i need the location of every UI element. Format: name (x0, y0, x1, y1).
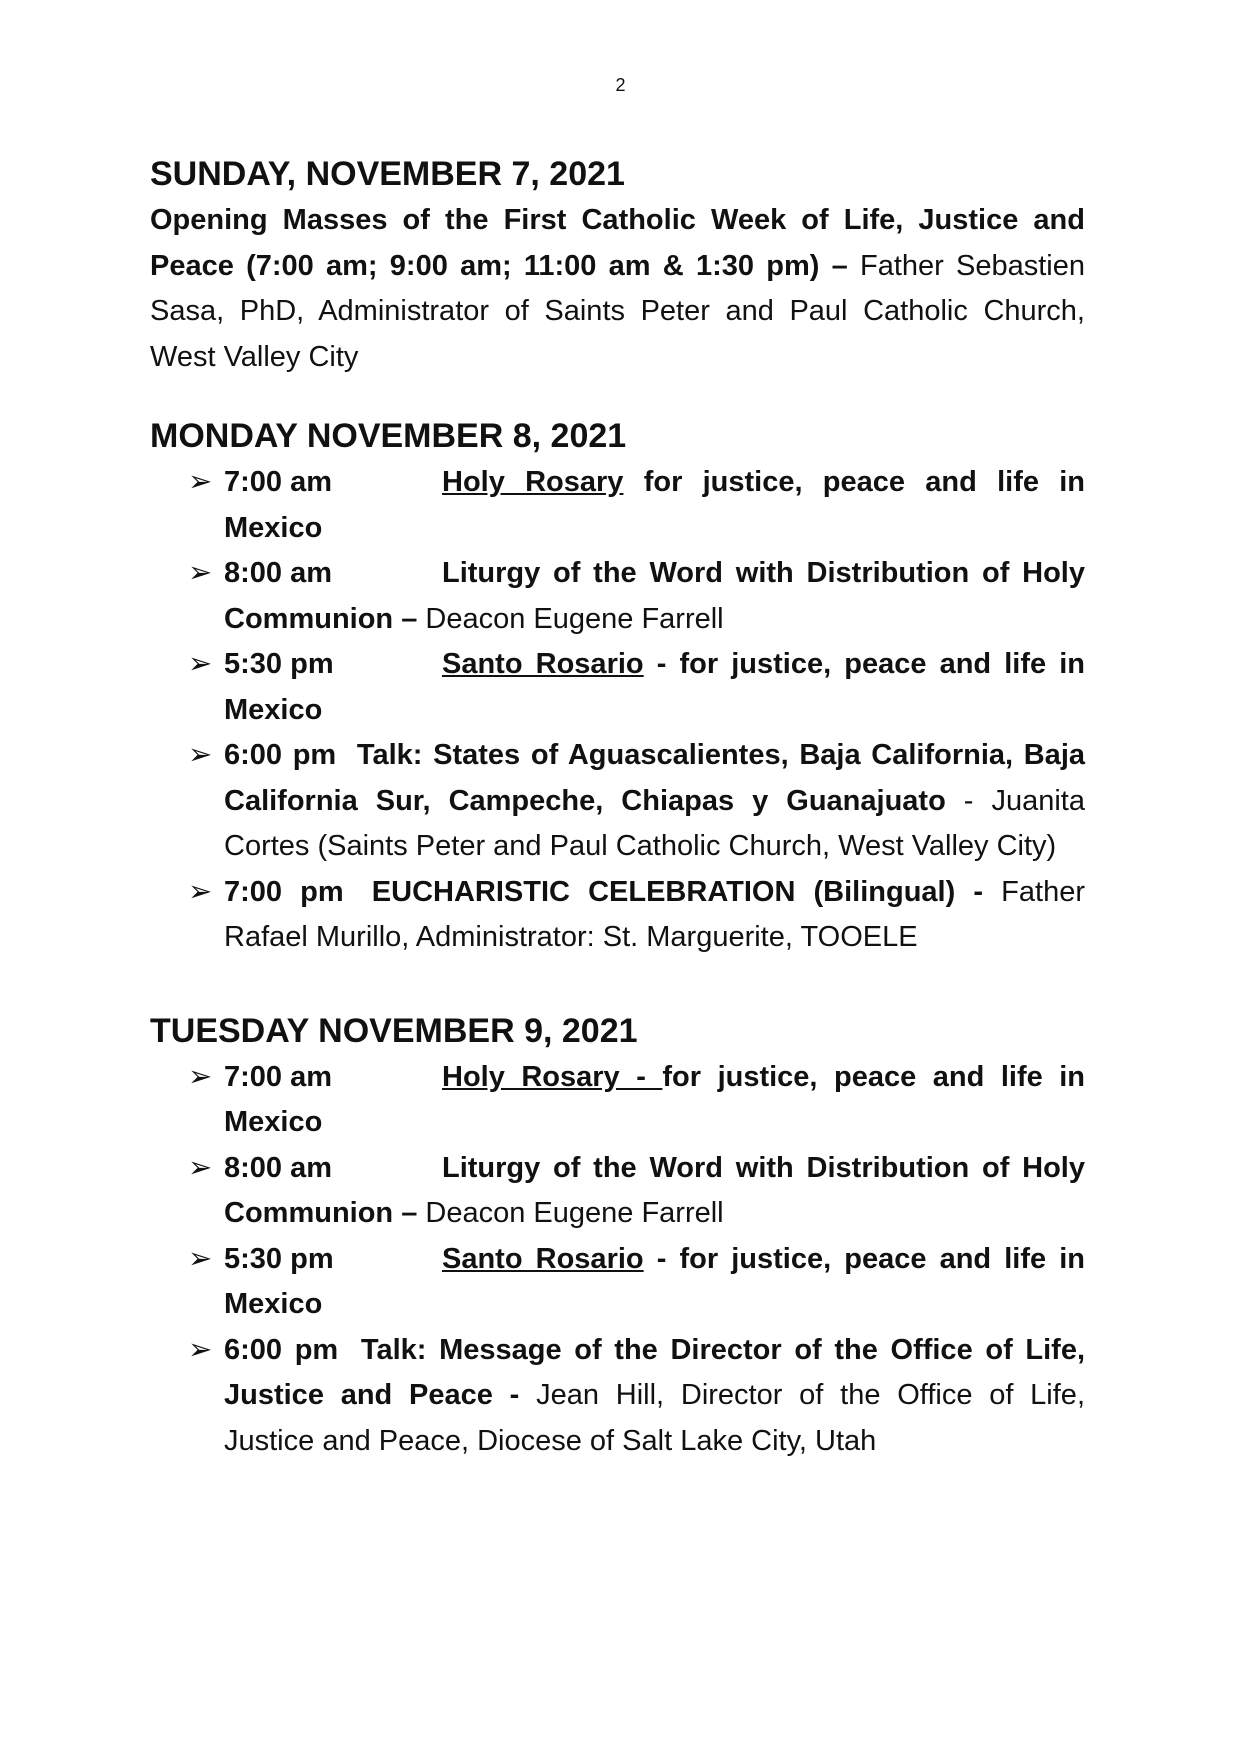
item-bold: for justice, peace and life in Mexico (224, 466, 1086, 544)
item-time: 6:00 pm (224, 739, 337, 771)
list-item (150, 642, 1085, 733)
item-normal: - Juanita Cortes (Saints Peter and Paul Catholic Church, West Valley City) (224, 784, 1085, 862)
item-time: 5:30 pm (224, 1242, 334, 1275)
item-underlined: Holy Rosary (442, 466, 624, 498)
item-bold: Talk: States of Aguascalientes, Baja California, Baja California Sur, Campeche, Chiapas y Guanajuato (224, 739, 1086, 817)
item-bold: - for justice, peace and life in Mexico (224, 648, 1085, 726)
list-item (150, 1237, 1085, 1328)
item-bold: Liturgy of the Word with Distribution of Holy Communion – (224, 557, 1085, 635)
item-time: 8:00 am (224, 557, 333, 589)
sunday-heading: SUNDAY, NOVEMBER 7, 2021 (150, 155, 625, 193)
tuesday-section (150, 1007, 1085, 1465)
sunday-title: Opening Masses of the First Catholic Week of Life, Justice and Peace (7:00 am; 9:00 am; 11:00 am & 1:30 pm) – (150, 204, 1085, 282)
monday-section (150, 412, 1085, 961)
arrowhead-bullet-icon: ➢ (188, 1242, 213, 1275)
arrowhead-bullet-icon: ➢ (188, 648, 213, 680)
item-time: 6:00 pm (224, 1333, 339, 1366)
sunday-section (150, 150, 1085, 380)
sunday-presider: Father Sebastien Sasa, PhD, Administrator of Saints Peter and Paul Catholic Church, West Valley City (150, 249, 1086, 373)
list-item (150, 1328, 1085, 1465)
tuesday-list (150, 1055, 1085, 1465)
item-time: 7:00 pm (224, 875, 344, 908)
item-normal: Deacon Eugene Farrell (417, 1197, 724, 1229)
item-underlined: Holy Rosary - (442, 1060, 663, 1093)
item-underlined: Santo Rosario (442, 1242, 644, 1275)
item-time: 8:00 am (224, 1151, 333, 1184)
monday-heading: MONDAY NOVEMBER 8, 2021 (150, 417, 627, 455)
list-item (150, 551, 1085, 642)
page-number: 2 (615, 75, 626, 95)
item-underlined: Santo Rosario (442, 648, 644, 680)
arrowhead-bullet-icon: ➢ (188, 875, 213, 908)
item-time: 7:00 am (224, 466, 333, 498)
arrowhead-bullet-icon: ➢ (188, 1151, 213, 1184)
item-normal: Father Rafael Murillo, Administrator: St. Marguerite, TOOELE (224, 875, 1085, 953)
item-time: 5:30 pm (224, 648, 334, 680)
list-item (150, 1055, 1085, 1146)
item-normal: Deacon Eugene Farrell (417, 602, 724, 635)
item-normal: Jean Hill, Director of the Office of Life, Justice and Peace, Diocese of Salt Lake City, Utah (224, 1379, 1085, 1457)
item-time: 7:00 am (224, 1060, 333, 1093)
list-item (150, 460, 1085, 551)
list-item (150, 733, 1085, 870)
list-item (150, 1146, 1085, 1237)
list-item (150, 870, 1085, 961)
tuesday-heading: TUESDAY NOVEMBER 9, 2021 (150, 1011, 638, 1050)
sunday-description (150, 198, 1085, 380)
monday-list (150, 460, 1085, 961)
item-bold: Liturgy of the Word with Distribution of Holy Communion – (224, 1151, 1085, 1229)
arrowhead-bullet-icon: ➢ (188, 1060, 213, 1093)
item-bold: Talk: Message of the Director of the Office of Life, Justice and Peace - (224, 1333, 1085, 1411)
arrowhead-bullet-icon: ➢ (188, 1333, 213, 1366)
arrowhead-bullet-icon: ➢ (188, 557, 213, 589)
item-bold: EUCHARISTIC CELEBRATION (Bilingual) - (371, 875, 984, 908)
arrowhead-bullet-icon: ➢ (188, 466, 213, 498)
item-bold: for justice, peace and life in Mexico (224, 1060, 1086, 1138)
arrowhead-bullet-icon: ➢ (188, 739, 213, 771)
schedule-document (150, 150, 1085, 1464)
item-bold: - for justice, peace and life in Mexico (224, 1242, 1085, 1320)
